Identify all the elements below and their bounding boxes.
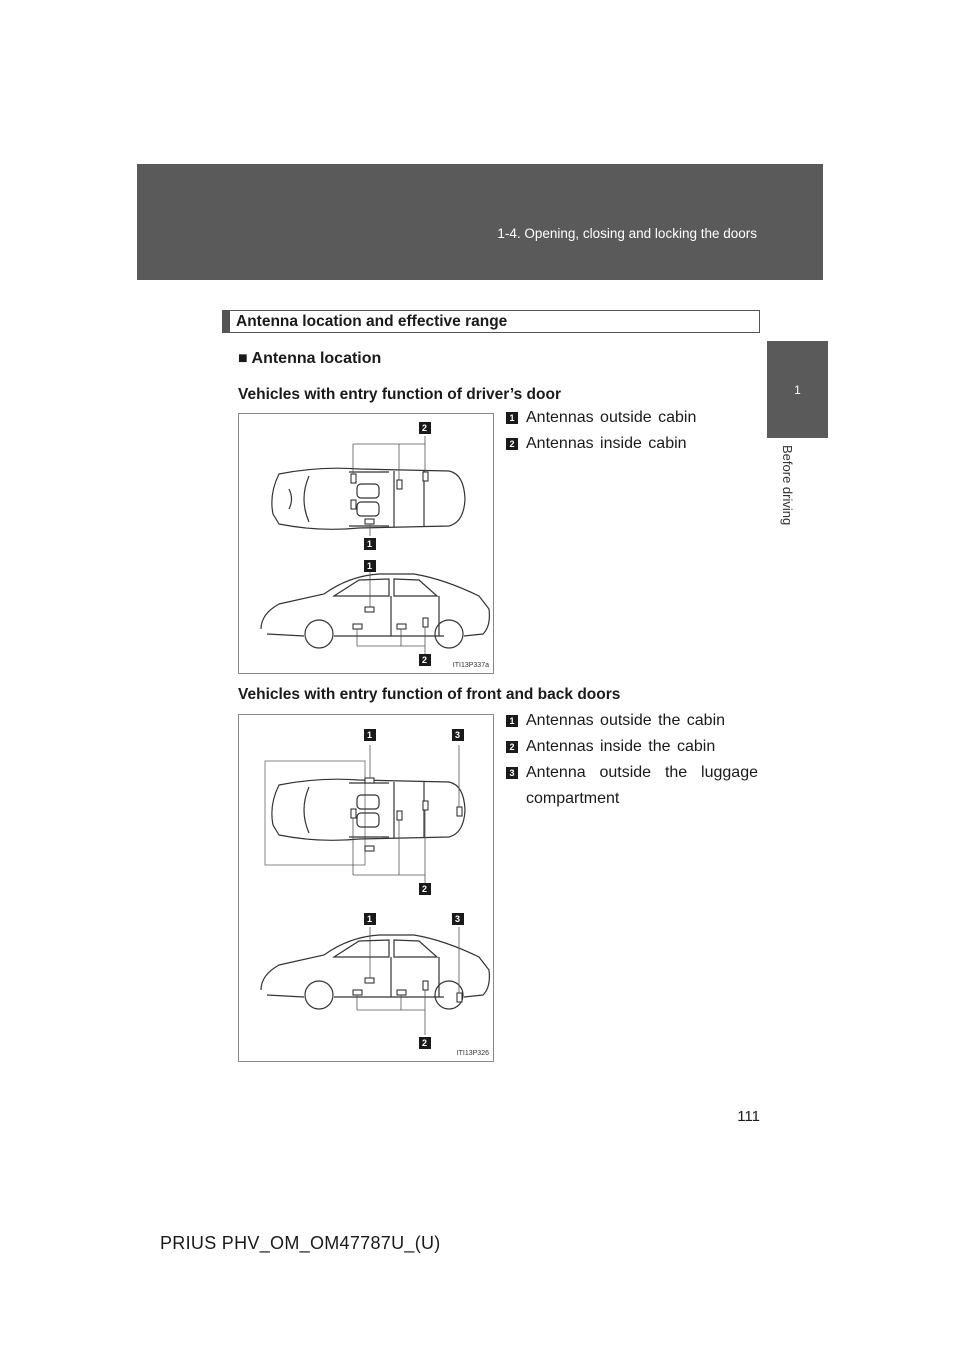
legend-text: Antennas inside the cabin — [526, 738, 716, 755]
chapter-tab — [767, 341, 828, 438]
svg-text:1: 1 — [367, 730, 373, 740]
legend-number: 1 — [506, 715, 518, 727]
svg-text:2: 2 — [422, 884, 428, 894]
figure-2-id: ITI13P326 — [456, 1050, 489, 1057]
car-antenna-diagram-1 — [239, 414, 495, 675]
legend-item — [506, 734, 758, 760]
car-antenna-diagram-2 — [239, 715, 495, 1063]
legend-item — [506, 708, 758, 734]
legend-number: 3 — [506, 767, 518, 779]
svg-text:1: 1 — [367, 914, 373, 924]
svg-text:2: 2 — [422, 1038, 428, 1048]
chapter-label-container — [779, 445, 793, 545]
chapter-number: 1 — [794, 383, 801, 397]
section-heading-box — [222, 310, 760, 333]
document-footer: PRIUS PHV_OM_OM47787U_(U) — [160, 1233, 441, 1253]
legend-item — [506, 405, 758, 431]
figure-1-diagram — [238, 413, 494, 674]
chapter-label: Before driving — [780, 445, 795, 526]
legend-item — [506, 760, 758, 812]
section-heading: Antenna location and effective range — [236, 313, 508, 330]
page-number: 111 — [737, 1108, 760, 1125]
svg-text:1: 1 — [367, 561, 373, 571]
figure-1-id: ITI13P337a — [452, 662, 489, 669]
figure-1-legend — [506, 405, 758, 457]
figure-2-diagram — [238, 714, 494, 1062]
legend-text: Antennas outside cabin — [526, 409, 697, 426]
svg-text:3: 3 — [455, 730, 461, 740]
figure-1-caption: Vehicles with entry function of driver’s door — [238, 386, 561, 403]
legend-text: Antennas outside the cabin — [526, 712, 726, 729]
legend-text: Antenna outside the luggage compartment — [526, 764, 758, 807]
section-title: 1-4. Opening, closing and locking the doors — [497, 226, 757, 241]
subheading: ■ Antenna location — [238, 350, 382, 367]
svg-text:3: 3 — [455, 914, 461, 924]
legend-number: 2 — [506, 438, 518, 450]
figure-2-legend — [506, 708, 758, 812]
svg-text:2: 2 — [422, 655, 428, 665]
figure-2-caption: Vehicles with entry function of front and back doors — [238, 686, 621, 703]
page-header — [137, 164, 823, 280]
svg-text:2: 2 — [422, 423, 428, 433]
svg-text:1: 1 — [367, 539, 373, 549]
legend-item — [506, 431, 758, 457]
legend-number: 1 — [506, 412, 518, 424]
legend-text: Antennas inside cabin — [526, 435, 687, 452]
legend-number: 2 — [506, 741, 518, 753]
